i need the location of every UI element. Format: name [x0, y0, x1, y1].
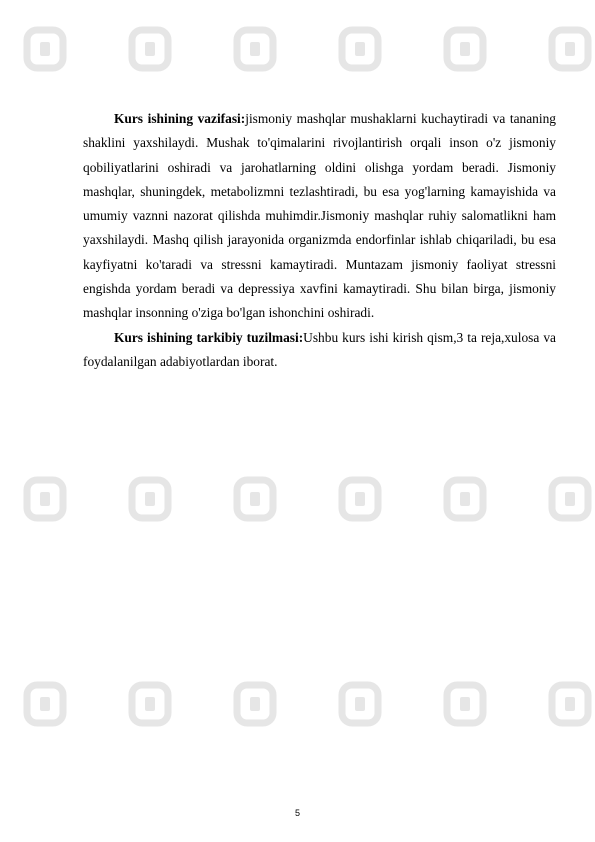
course-tasks-text: jismoniy mashqlar mushaklarni kuchaytiradi va tananing shaklini yaxshilaydi. Mushak to'qimalarini rivojlantirish orqali inson o'z jismoniy qobiliyatlarini oshiradi va jarohatlarning oldini olishga yordam beradi. Jismoniy mashqlar, shuningdek, metabolizmni tezlashtiradi, bu esa yog'larning kamayishida va umumiy vaznni nazorat qilishda muhimdir.Jismoniy mashqlar ruhiy salomatlikni ham yaxshilaydi. Mashq qilish jarayonida organizmda endorfinlar ishlab chiqariladi, bu esa kayfiyatni ko'taradi va stressni kamaytiradi. Muntazam jismoniy faoliyat stressni engishda yordam beradi va depressiya xavfini kamaytiradi. Shu bilan birga, jismoniy mashqlar insonning o'ziga bo'lgan ishonchini oshiradi. — [83, 111, 556, 321]
course-structure-text: Ushbu kurs ishi kirish qism,3 ta reja,xulosa va foydalanilgan adabiyotlardan iborat. — [83, 329, 556, 369]
paragraph-course-tasks — [83, 107, 556, 326]
page-number: 5 — [294, 808, 300, 818]
watermark-row-1 — [27, 30, 588, 68]
watermark-row-2 — [27, 480, 588, 518]
watermark-row-3 — [27, 685, 588, 723]
course-structure-heading: Kurs ishining tarkibiy tuzilmasi: — [114, 329, 304, 345]
paragraph-course-structure — [83, 326, 556, 375]
document-body — [83, 107, 556, 374]
course-tasks-heading: Kurs ishining vazifasi: — [114, 111, 246, 126]
